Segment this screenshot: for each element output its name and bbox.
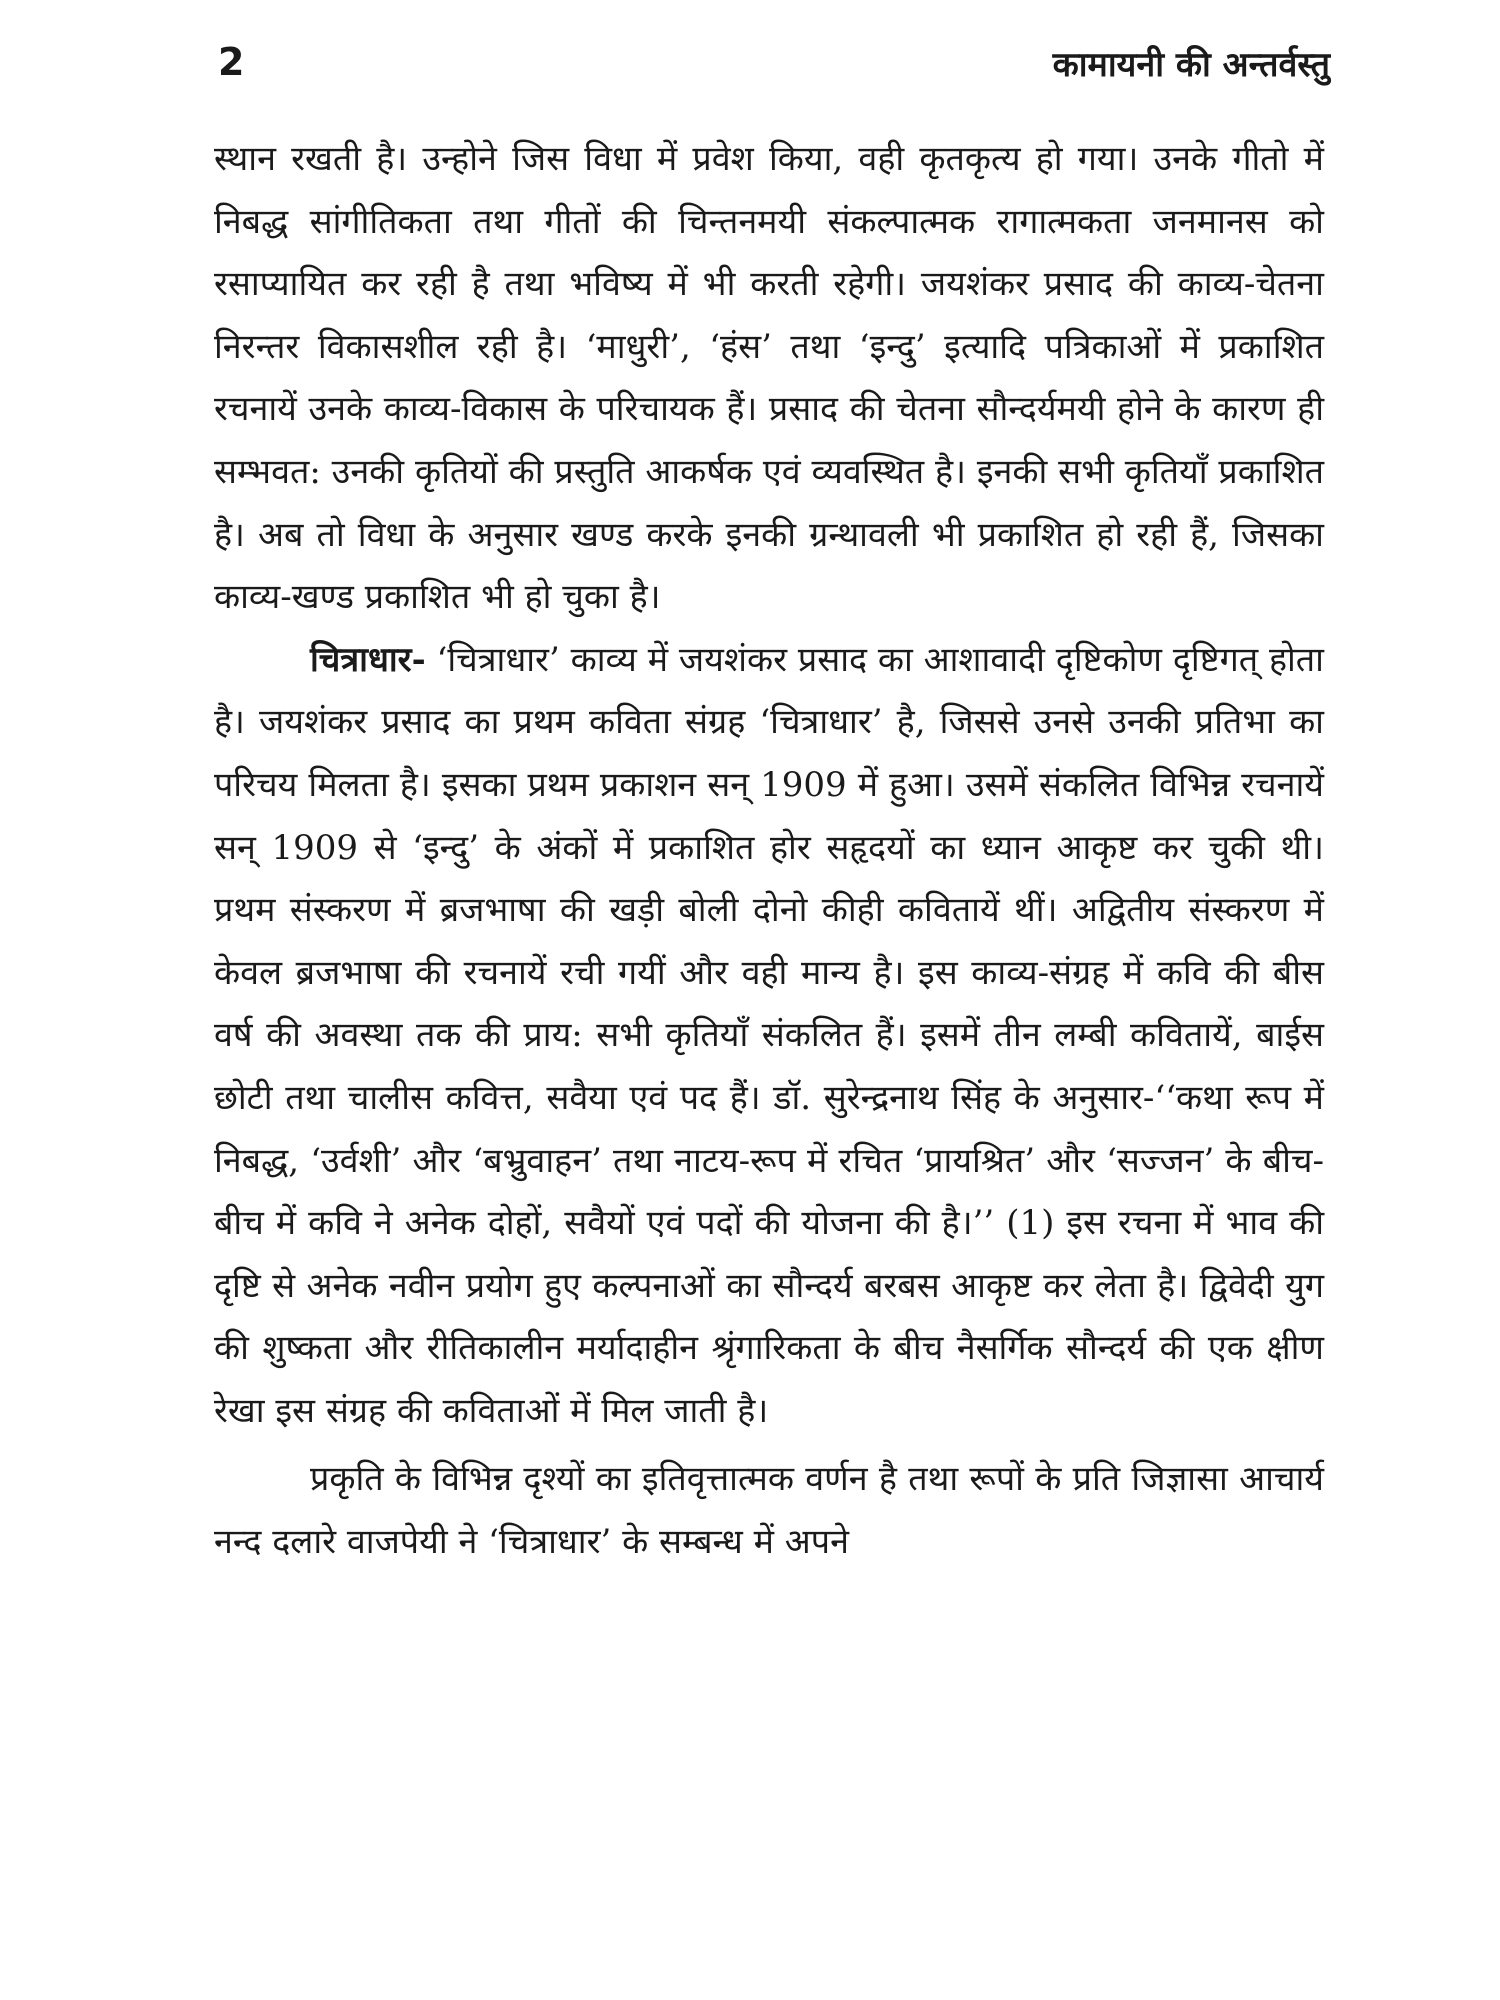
running-header-title: कामायनी की अन्तर्वस्तु xyxy=(1052,45,1330,85)
paragraph-chitradhar xyxy=(214,629,1324,1443)
paragraph-chitradhar-text: ‘चित्राधार’ काव्य में जयशंकर प्रसाद का आशावादी दृष्टिकोण दृष्टिगत् होता है। जयशंकर प्रसाद का प्रथम कविता संग्रह ‘चित्राधार’ है, जिससे उनसे उनकी प्रतिभा का परिचय मिलता है। इसका प्रथम प्रकाशन सन् 1909 में हुआ। उसमें संकलित विभिन्न रचनायें सन् 1909 से ‘इन्दु’ के अंकों में प्रकाशित होर सहृदयों का ध्यान आकृष्ट कर चुकी थी। प्रथम संस्करण में ब्रजभाषा की खड़ी बोली दोनो कीही कवितायें थीं। अद्वितीय संस्करण में केवल ब्रजभाषा की रचनायें रची गयीं और वही मान्य है। इस काव्य-संग्रह में कवि की बीस वर्ष की अवस्था तक की प्राय: सभी कृतियाँ संकलित हैं। इसमें तीन लम्बी कवितायें, बाईस छोटी तथा चालीस कवित्त, सवैया एवं पद हैं। डॉ. सुरेन्द्रनाथ सिंह के अनुसार-‘‘कथा रूप में निबद्ध, ‘उर्वशी’ और ‘बभ्रुवाहन’ तथा नाटय-रूप में रचित ‘प्रायश्रित’ और ‘सज्जन’ के बीच-बीच में कवि ने अनेक दोहों, सवैयों एवं पदों की योजना की है।’’ (1) इस रचना में भाव की दृष्टि से अनेक नवीन प्रयोग हुए कल्पनाओं का सौन्दर्य बरबस आकृष्ट कर लेता है। द्विवेदी युग की शुष्कता और रीतिकालीन मर्यादाहीन श्रृंगारिकता के बीच नैसर्गिक सौन्दर्य की एक क्षीण रेखा इस संग्रह की कविताओं में मिल जाती है। xyxy=(214,639,1324,1431)
paragraph-continuation: स्थान रखती है। उन्होने जिस विधा में प्रवेश किया, वही कृतकृत्य हो गया। उनके गीतो में निबद्ध सांगीतिकता तथा गीतों की चिन्तनमयी संकल्पात्मक रागात्मकता जनमानस को रसाप्यायित कर रही है तथा भविष्य में भी करती रहेगी। जयशंकर प्रसाद की काव्य-चेतना निरन्तर विकासशील रही है। ‘माधुरी’, ‘हंस’ तथा ‘इन्दु’ इत्यादि पत्रिकाओं में प्रकाशित रचनायें उनके काव्य-विकास के परिचायक हैं। प्रसाद की चेतना सौन्दर्यमयी होने के कारण ही सम्भवत: उनकी कृतियों की प्रस्तुति आकर्षक एवं व्यवस्थित है। इनकी सभी कृतियाँ प्रकाशित है। अब तो विधा के अनुसार खण्ड करके इनकी ग्रन्थावली भी प्रकाशित हो रही हैं, जिसका काव्य-खण्ड प्रकाशित भी हो चुका है। xyxy=(214,139,1324,618)
page-number: 2 xyxy=(218,40,245,84)
body-text xyxy=(214,128,1324,1574)
paragraph-nature: प्रकृति के विभिन्न दृश्यों का इतिवृत्तात्मक वर्णन है तथा रूपों के प्रति जिज्ञासा आचार्य नन्द दलारे वाजपेयी ने ‘चित्राधार’ के सम्बन्ध में अपने xyxy=(214,1459,1324,1563)
section-heading-chitradhar: चित्राधार- xyxy=(310,639,426,680)
